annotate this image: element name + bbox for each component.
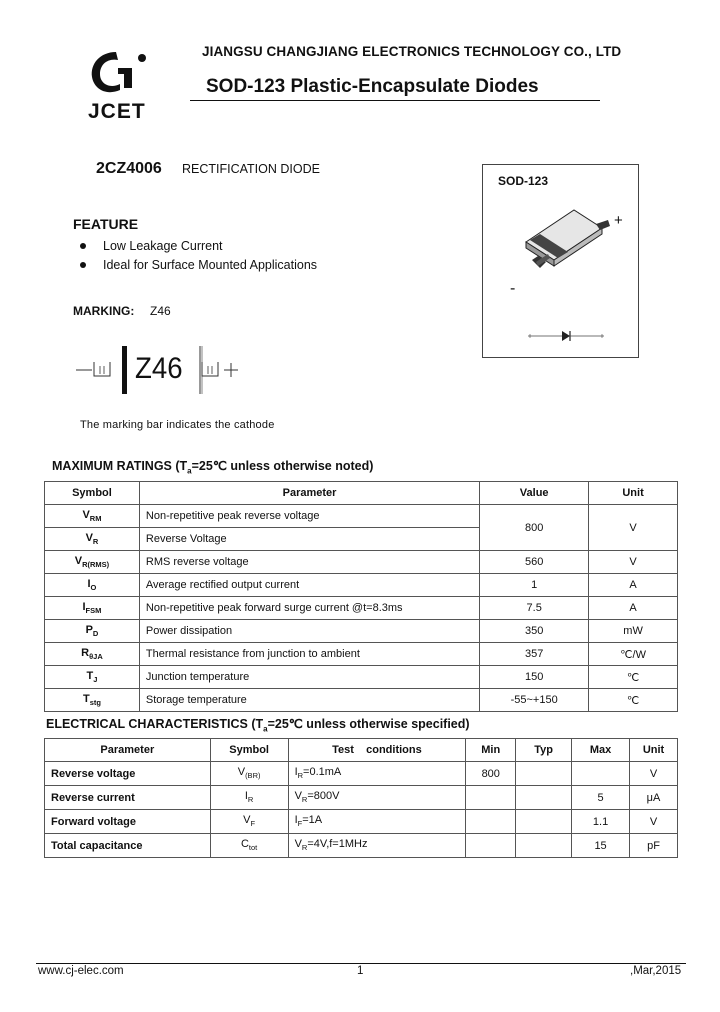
cathode-note: The marking bar indicates the cathode (80, 419, 275, 431)
document-title: SOD-123 Plastic-Encapsulate Diodes (206, 76, 539, 97)
table-row: $P_D$ Power dissipation 350 mW (45, 620, 678, 643)
company-logo (82, 44, 152, 100)
anode-plus: + (614, 212, 623, 229)
feature-heading: FEATURE (73, 216, 139, 232)
footer-page-number: 1 (357, 965, 364, 977)
company-name: JIANGSU CHANGJIANG ELECTRONICS TECHNOLOGY CO., LTD (202, 44, 622, 59)
table-row: $I_O$ Average rectified output current 1 A (45, 574, 678, 597)
feature-item: Ideal for Surface Mounted Applications (80, 255, 317, 274)
footer-website[interactable]: www.cj-elec.com (38, 965, 124, 977)
feature-list (80, 236, 317, 274)
table-header-row: Parameter Symbol Test conditions Min Typ Max Unit (45, 739, 678, 762)
max-ratings-heading: MAXIMUM RATINGS ($T_a=25℃$ unless otherwise noted) (52, 459, 374, 476)
table-row: $T_J$ Junction temperature 150 ℃ (45, 666, 678, 689)
part-number: 2CZ4006 (96, 160, 162, 177)
electrical-table (44, 738, 678, 858)
bullet-icon (80, 262, 86, 268)
diode-symbol (524, 328, 608, 344)
bullet-icon (80, 243, 86, 249)
cathode-minus: - (510, 280, 516, 297)
package-label: SOD-123 (498, 174, 549, 188)
marking-code-print: Z46 (135, 352, 183, 385)
title-rule (190, 100, 600, 101)
logo-text: JCET (88, 100, 146, 123)
package-drawing (516, 200, 616, 290)
table-row: $R_{\theta JA}$ Thermal resistance from junction to ambient 357 ℃/W (45, 643, 678, 666)
table-row: $I_{FSM}$ Non-repetitive peak forward surge current @t=8.3ms 7.5 A (45, 597, 678, 620)
marking-code: Z46 (150, 304, 171, 318)
electrical-heading: ELECTRICAL CHARACTERISTICS ($T_a=25℃$ unless otherwise specified) (46, 717, 470, 734)
marking-label: MARKING: (73, 304, 135, 318)
table-row: $V_R$ Reverse Voltage (45, 528, 678, 551)
footer-rule (36, 963, 686, 964)
table-row: Reverse voltage $V_{(BR)}$ $I_R=0.1mA$ 800 V (45, 762, 678, 786)
feature-item: Low Leakage Current (80, 236, 317, 255)
table-row: $V_{RM}$ Non-repetitive peak reverse voltage 800 V (45, 505, 678, 528)
table-row: $T_{stg}$ Storage temperature -55~+150 ℃ (45, 689, 678, 712)
footer-date: ,Mar,2015 (630, 965, 682, 977)
max-ratings-table (44, 481, 678, 712)
table-row: $V_{R(RMS)}$ RMS reverse voltage 560 V (45, 551, 678, 574)
table-row: Total capacitance $C_{tot}$ $V_R=4V,f=1MHz$ 15 pF (45, 834, 678, 858)
table-row: Forward voltage $V_F$ $I_F=1A$ 1.1 V (45, 810, 678, 834)
part-description: RECTIFICATION DIODE (182, 162, 320, 176)
table-header-row: Symbol Parameter Value Unit (45, 482, 678, 505)
table-row: Reverse current $I_R$ $V_R=800V$ 5 μA (45, 786, 678, 810)
